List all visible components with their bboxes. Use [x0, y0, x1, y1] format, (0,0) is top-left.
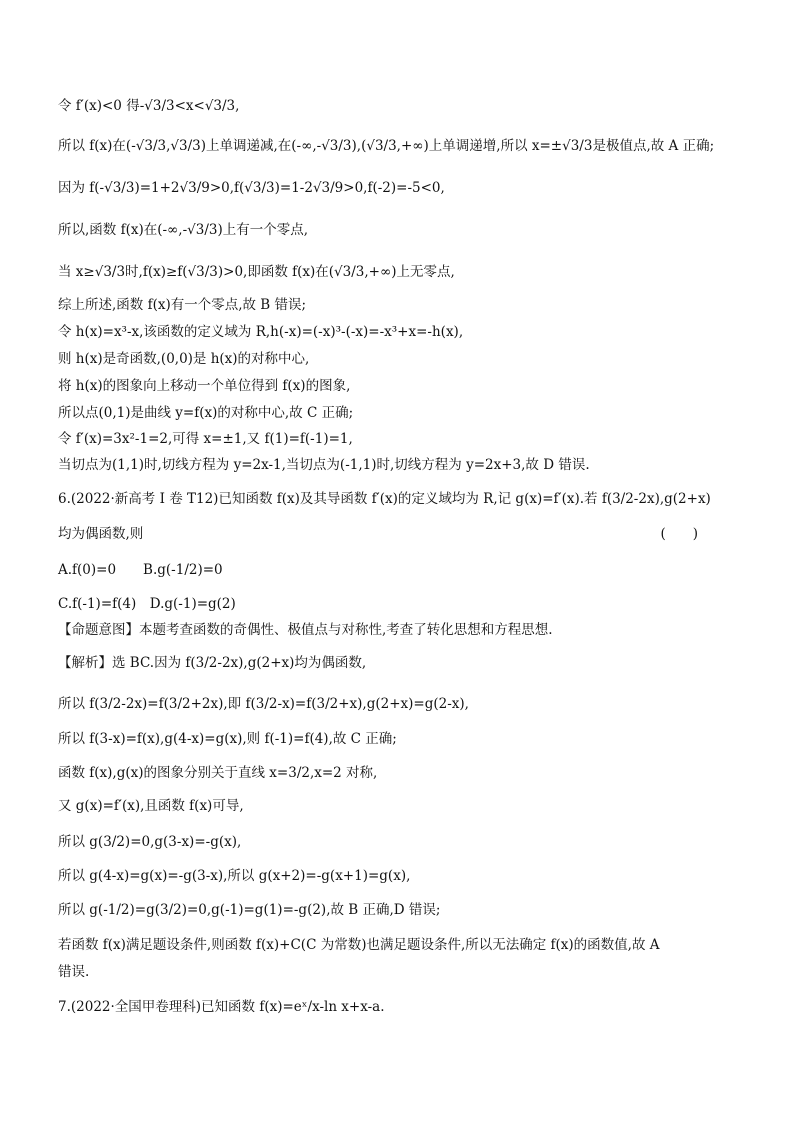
- solution-line-5: 又 g(x)=f′(x),且函数 f(x)可导,: [58, 798, 244, 814]
- text-line-1: 令 f′(x)<0 得-√3/3<x<√3/3,: [58, 98, 240, 114]
- text-line-2: 所以 f(x)在(-√3/3,√3/3)上单调递减,在(-∞,-√3/3),(√3/3,+∞)上单调递增,所以 x=±√3/3是极值点,故 A 正确;: [58, 138, 715, 154]
- solution-line-1: 【解析】选 BC.因为 f(3/2-2x),g(2+x)均为偶函数,: [58, 655, 367, 671]
- question-7-stem: 7.(2022·全国甲卷理科)已知函数 f(x)=eˣ/x-ln x+x-a.: [58, 999, 385, 1015]
- solution-line-4: 函数 f(x),g(x)的图象分别关于直线 x=3/2,x=2 对称,: [58, 765, 378, 781]
- option-line-ab: A.f(0)=0 B.g(-1/2)=0: [58, 562, 223, 578]
- proposition-intent: 【命题意图】本题考查函数的奇偶性、极值点与对称性,考查了转化思想和方程思想.: [58, 622, 553, 638]
- solution-line-9: 若函数 f(x)满足题设条件,则函数 f(x)+C(C 为常数)也满足题设条件,所以无法确定 f(x)的函数值,故 A: [58, 937, 660, 953]
- text-line-3: 因为 f(-√3/3)=1+2√3/9>0,f(√3/3)=1-2√3/9>0,f(-2)=-5<0,: [58, 180, 445, 196]
- text-line-6: 综上所述,函数 f(x)有一个零点,故 B 错误;: [58, 297, 307, 313]
- solution-line-3: 所以 f(3-x)=f(x),g(4-x)=g(x),则 f(-1)=f(4),故 C 正确;: [58, 731, 397, 747]
- solution-line-10: 错误.: [58, 964, 90, 980]
- text-line-12: 当切点为(1,1)时,切线方程为 y=2x-1,当切点为(-1,1)时,切线方程为 y=2x+3,故 D 错误.: [58, 457, 590, 473]
- question-6-stem-cont: [58, 524, 754, 544]
- text-line-5: 当 x≥√3/3时,f(x)≥f(√3/3)>0,即函数 f(x)在(√3/3,+∞)上无零点,: [58, 264, 455, 280]
- question-6-stem: 6.(2022·新高考 I 卷 T12)已知函数 f(x)及其导函数 f′(x)的定义域均为 R,记 g(x)=f′(x).若 f(3/2-2x),g(2+x): [58, 491, 711, 507]
- text-line-10: 所以点(0,1)是曲线 y=f(x)的对称中心,故 C 正确;: [58, 405, 354, 421]
- answer-parentheses: ( ): [660, 526, 698, 542]
- text-line-7: 令 h(x)=x³-x,该函数的定义域为 R,h(-x)=(-x)³-(-x)=-x³+x=-h(x),: [58, 324, 464, 340]
- solution-line-7: 所以 g(4-x)=g(x)=-g(3-x),所以 g(x+2)=-g(x+1)=g(x),: [58, 868, 411, 884]
- text-line-11: 令 f′(x)=3x²-1=2,可得 x=±1,又 f(1)=f(-1)=1,: [58, 431, 353, 447]
- solution-line-8: 所以 g(-1/2)=g(3/2)=0,g(-1)=g(1)=-g(2),故 B 正确,D 错误;: [58, 902, 441, 918]
- question-6-stem-tail: 均为偶函数,则: [58, 526, 144, 542]
- solution-line-6: 所以 g(3/2)=0,g(3-x)=-g(x),: [58, 834, 242, 850]
- text-line-9: 将 h(x)的图象向上移动一个单位得到 f(x)的图象,: [58, 378, 351, 394]
- text-line-4: 所以,函数 f(x)在(-∞,-√3/3)上有一个零点,: [58, 222, 309, 238]
- text-line-8: 则 h(x)是奇函数,(0,0)是 h(x)的对称中心,: [58, 351, 310, 367]
- solution-line-2: 所以 f(3/2-2x)=f(3/2+2x),即 f(3/2-x)=f(3/2+x),g(2+x)=g(2-x),: [58, 696, 469, 712]
- option-line-cd: C.f(-1)=f(4) D.g(-1)=g(2): [58, 596, 236, 612]
